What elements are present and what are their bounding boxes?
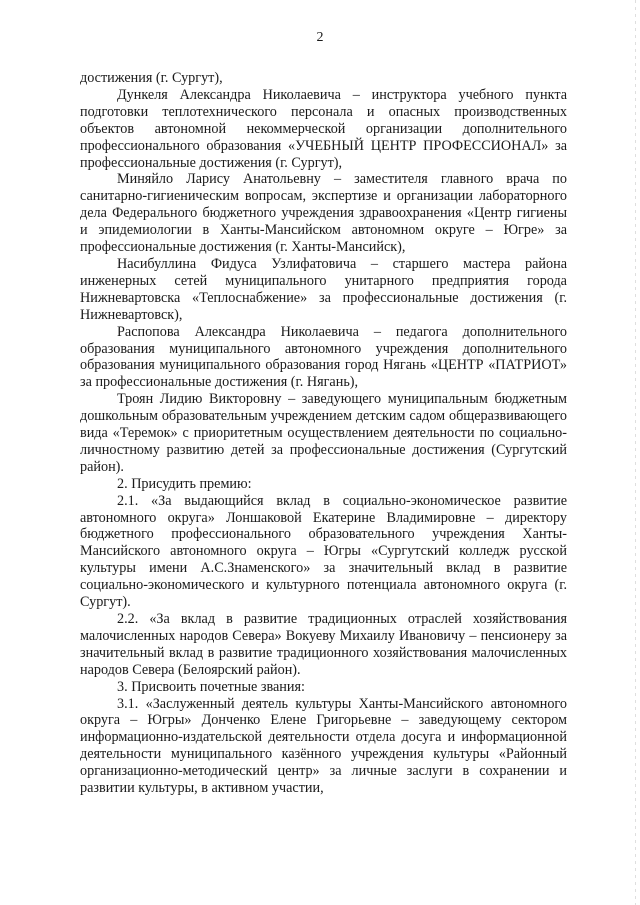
paragraph-2-1: 2.1. «За выдающийся вклад в социально-экономическое развитие автономного округа» Лоншаковой Екатерине Владимировне – директору бюджетного профессионального образовательного учреждения Ханты-Мансийского автономного округа – Югры «Сургутский колледж русской культуры имени А.С.Знаменского» за значительный вклад в развитие социально-экономического и культурного потенциала автономного округа (г. Сургут). <box>80 492 567 611</box>
paragraph-raspopov: Распопова Александра Николаевича – педагога дополнительного образования муниципального автономного учреждения дополнительного образования муниципального образования город Нягань «ЦЕНТР «ПАТРИОТ» за профессиональные достижения (г. Нягань), <box>80 323 567 391</box>
paragraph-3-1: 3.1. «Заслуженный деятель культуры Ханты-Мансийского автономного округа – Югры» Донченко Елене Григорьевне – заведующему сектором информационно-издательской деятельности отдела досуга и информационной деятельности муниципального казённого учреждения культуры «Районный организационно-методический центр» за личные заслуги в сохранении и развитии культуры, в активном участии, <box>80 695 567 797</box>
scan-edge-artifact <box>635 0 636 905</box>
document-body <box>80 70 567 797</box>
paragraph-dunkel: Дункеля Александра Николаевича – инструктора учебного пункта подготовки теплотехнического персонала и опасных производственных объектов автономной некоммерческой организации дополнительного профессионального образования «УЧЕБНЫЙ ЦЕНТР ПРОФЕССИОНАЛ» за профессиональные достижения (г. Сургут), <box>80 86 567 171</box>
paragraph-troyan: Троян Лидию Викторовну – заведующего муниципальным бюджетным дошкольным образовательным учреждением детским садом общеразвивающего вида «Теремок» с приоритетным осуществлением деятельности по социально-личностному развитию детей за профессиональные достижения (Сургутский район). <box>80 391 567 475</box>
section-2-heading: 2. Присудить премию: <box>117 475 252 492</box>
paragraph-2-2: 2.2. «За вклад в развитие традиционных отраслей хозяйствования малочисленных народов Севера» Вокуеву Михаилу Ивановичу – пенсионеру за значительный вклад в развитие традиционного хозяйствования малочисленных народов Севера (Белоярский район). <box>80 611 567 678</box>
paragraph-nasibullin: Насибуллина Фидуса Узлифатовича – старшего мастера района инженерных сетей муниципального унитарного предприятия города Нижневартовска «Теплоснабжение» за профессиональные достижения (г. Нижневартовск), <box>80 255 567 323</box>
page-number: 2 <box>316 30 324 45</box>
paragraph-continuation: достижения (г. Сургут), <box>80 70 223 86</box>
section-3-heading: 3. Присвоить почетные звания: <box>117 678 305 695</box>
paragraph-minyaylo: Миняйло Ларису Анатольевну – заместителя главного врача по санитарно-гигиеническим вопросам, экспертизе и организации лабораторного дела Федерального бюджетного учреждения здравоохранения «Центр гигиены и эпидемиологии в Ханты-Мансийском автономном округе – Югре» за профессиональные достижения (г. Ханты-Мансийск), <box>80 171 567 256</box>
